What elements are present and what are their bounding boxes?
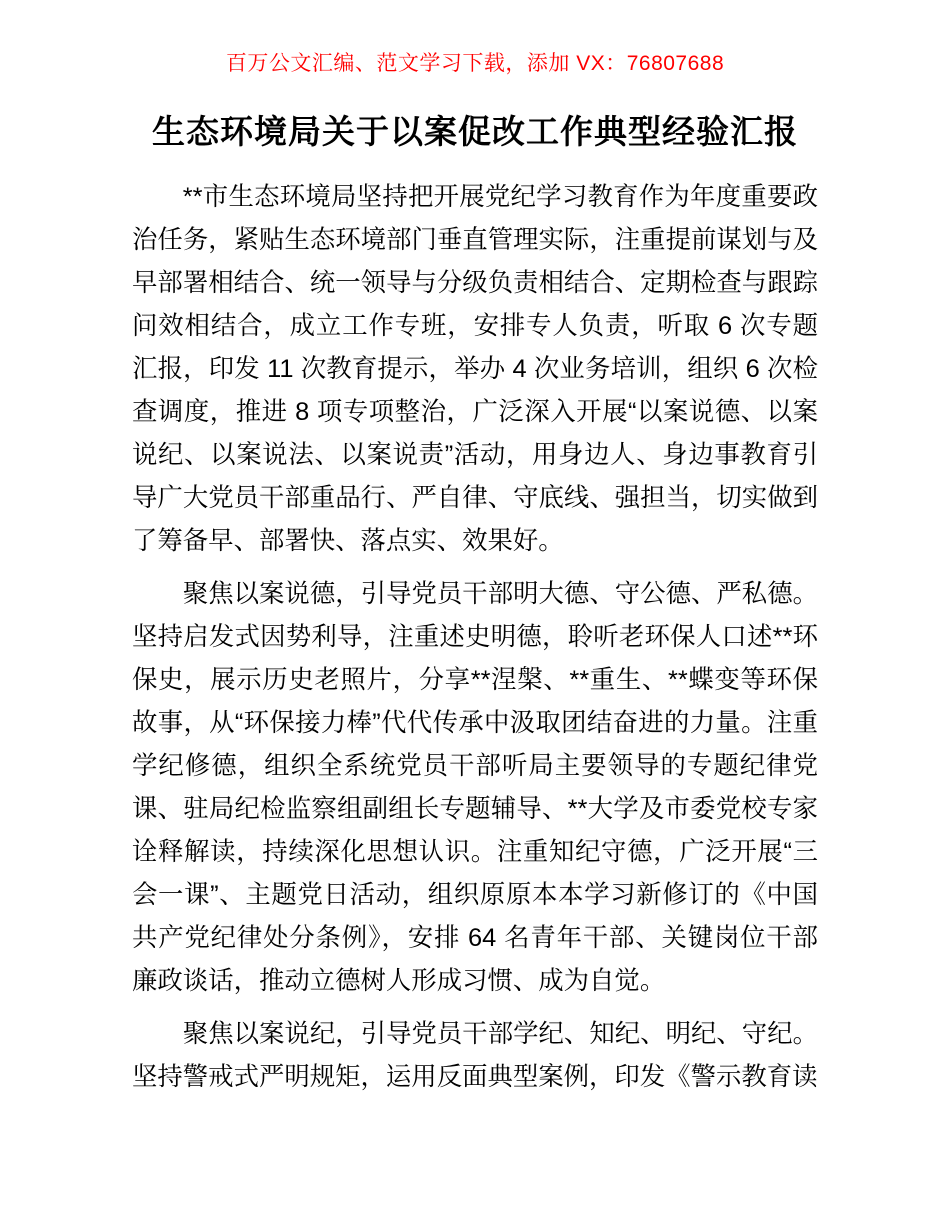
body-paragraph-1: **市生态环境局坚持把开展党纪学习教育作为年度重要政治任务，紧贴生态环境部门垂直管理实际，注重提前谋划与及早部署相结合、统一领导与分级负责相结合、定期检查与跟踪问效相结合，成立工作专班，安排专人负责，听取 6 次专题汇报，印发 11 次教育提示，举办 4 次业务培训，组织 6 次检查调度，推进 8 项专项整治，广泛深入开展“以案说德、以案说纪、以案说法、以案说责”活动，用身边人、身边事教育引导广大党员干部重品行、严自律、守底线、强担当，切实做到了筹备早、部署快、落点实、效果好。 — [132, 183, 818, 555]
watermark-text: 百万公文汇编、范文学习下载，添加 VX：76807688 — [225, 52, 725, 75]
document-body — [132, 176, 818, 1099]
document-title: 生态环境局关于以案促改工作典型经验汇报 — [152, 113, 798, 150]
body-paragraph-2: 聚焦以案说德，引导党员干部明大德、守公德、严私德。坚持启发式因势利导，注重述史明德，聆听老环保人口述**环保史，展示历史老照片，分享**涅槃、**重生、**蝶变等环保故事，从“环保接力棒”代代传承中汲取团结奋进的力量。注重学纪修德，组织全系统党员干部听局主要领导的专题纪律党课、驻局纪检监察组副组长专题辅导、**大学及市委党校专家诠释解读，持续深化思想认识。注重知纪守德，广泛开展“三会一课”、主题党日活动，组织原原本本学习新修订的《中国共产党纪律处分条例》，安排 64 名青年干部、关键岗位干部廉政谈话，推动立德树人形成习惯、成为自觉。 — [132, 580, 818, 995]
body-paragraph-3: 聚焦以案说纪，引导党员干部学纪、知纪、明纪、守纪。坚持警戒式严明规矩，运用反面典型案例，印发《警示教育读 — [132, 1020, 818, 1091]
